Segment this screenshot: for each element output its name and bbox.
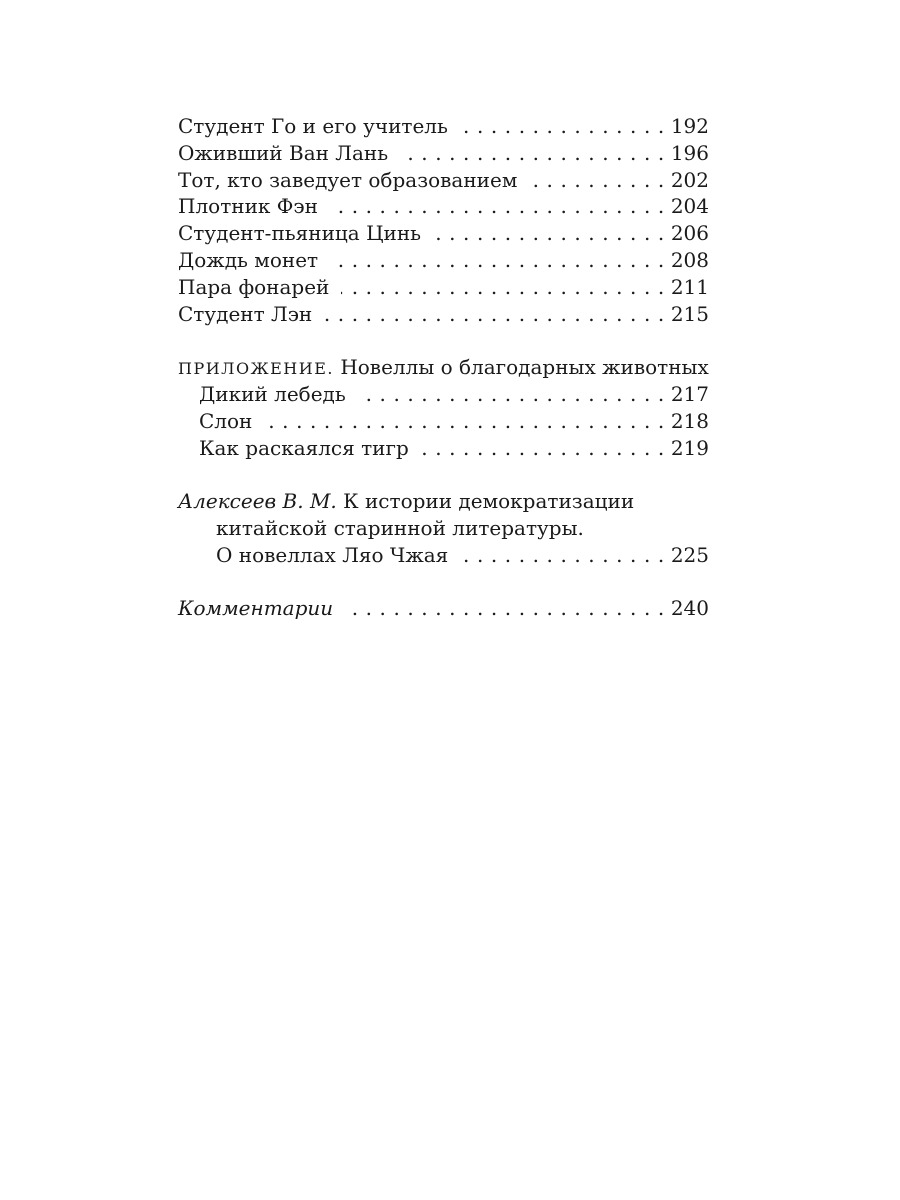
toc-entry-title: Оживший Ван Лань <box>178 140 389 165</box>
essay-author: Алексеев В. М. <box>178 489 337 514</box>
dot-leader <box>264 408 664 435</box>
toc-entry <box>178 301 709 328</box>
dot-leader <box>345 595 665 622</box>
toc-entry-page: 218 <box>670 408 709 433</box>
dot-leader <box>358 381 665 408</box>
toc-entry <box>178 167 709 194</box>
dot-leader <box>433 220 665 247</box>
dot-leader <box>460 542 665 569</box>
toc-entry <box>178 220 709 247</box>
essay-entry-line3 <box>178 542 709 569</box>
essay-page: 225 <box>670 542 709 567</box>
toc-entry-page: 206 <box>670 221 709 246</box>
essay-title-line3: О новеллах Ляо Чжая <box>216 542 449 567</box>
appendix-label: ПРИЛОЖЕНИЕ. <box>178 359 334 379</box>
toc-entry-title: Пара фонарей <box>178 274 330 299</box>
table-of-contents <box>178 113 709 622</box>
commentary-title: Комментарии <box>178 596 334 621</box>
toc-entry-title: Слон <box>199 408 253 433</box>
toc-entry <box>178 435 709 462</box>
toc-entry-page: 192 <box>670 114 709 138</box>
toc-entry-title: Тот, кто заведует образованием <box>178 167 518 192</box>
toc-entry-page: 217 <box>670 381 709 406</box>
toc-entry-page: 215 <box>670 301 709 326</box>
dot-leader <box>324 301 665 328</box>
appendix-heading <box>178 354 709 381</box>
toc-entry <box>178 247 709 274</box>
toc-entry-page: 211 <box>670 274 709 299</box>
essay-title-line2: китайской старинной литературы. <box>216 515 584 540</box>
toc-entry-title: Студент Го и его учитель <box>178 114 448 138</box>
dot-leader <box>421 435 665 462</box>
essay-title-line1: К истории демократизации <box>343 489 635 514</box>
toc-entry <box>178 274 709 301</box>
dot-leader <box>341 274 664 301</box>
toc-entry-page: 219 <box>670 435 709 460</box>
dot-leader <box>460 113 665 140</box>
toc-entry-title: Студент-пьяница Цинь <box>178 221 422 246</box>
toc-entry <box>178 381 709 408</box>
toc-entry <box>178 140 709 167</box>
toc-entry-title: Студент Лэн <box>178 301 313 326</box>
commentary-entry <box>178 595 709 622</box>
toc-entry-page: 196 <box>670 140 709 165</box>
dot-leader <box>330 193 665 220</box>
toc-entry-title: Плотник Фэн <box>178 194 318 219</box>
commentary-page: 240 <box>670 596 709 621</box>
section-gap <box>178 327 709 354</box>
dot-leader <box>400 140 665 167</box>
section-gap <box>178 569 709 596</box>
appendix-title: Новеллы о благодарных животных <box>340 355 709 380</box>
toc-entry-page: 204 <box>670 194 709 219</box>
essay-entry-line1 <box>178 488 709 515</box>
essay-entry-line2 <box>178 515 709 542</box>
toc-entry-page: 202 <box>670 167 709 192</box>
toc-entry-title: Дикий лебедь <box>199 381 346 406</box>
toc-entry-title: Как раскаялся тигр <box>199 435 409 460</box>
toc-entry-title: Дождь монет <box>178 247 319 272</box>
toc-entry <box>178 193 709 220</box>
dot-leader <box>330 247 665 274</box>
toc-entry <box>178 408 709 435</box>
section-gap <box>178 461 709 488</box>
toc-entry-page: 208 <box>670 247 709 272</box>
dot-leader <box>529 167 664 194</box>
toc-entry <box>178 113 709 140</box>
